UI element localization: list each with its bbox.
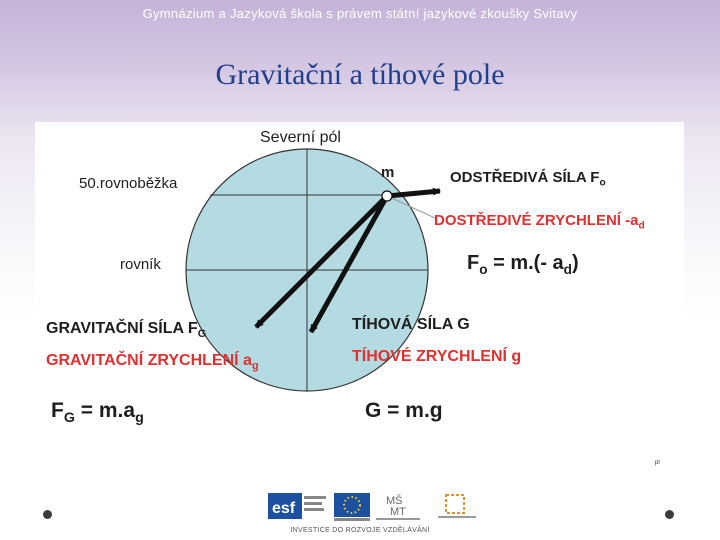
north-pole-label: Severní pól	[260, 129, 341, 146]
logos-caption: INVESTICE DO ROZVOJE VZDĚLÁVÁNÍ	[290, 527, 430, 534]
weight-force-label: TÍHOVÁ SÍLA G	[352, 316, 470, 333]
slide-title: Gravitační a tíhové pole	[215, 58, 505, 91]
point-m	[382, 191, 392, 201]
school-header: Gymnázium a Jazyková škola s právem státní jazykové zkoušky Svitavy	[142, 6, 578, 21]
earth-force-diagram	[35, 122, 684, 462]
gravity-acc-label: GRAVITAČNÍ ZRYCHLENÍ $a_g$	[46, 352, 259, 372]
gravity-force-label: GRAVITAČNÍ SÍLA $F_G$	[46, 320, 207, 340]
weight-acc-label: TÍHOVÉ ZRYCHLENÍ g	[352, 348, 522, 365]
esf-logo	[268, 493, 326, 519]
svg-text:MT: MT	[390, 506, 406, 518]
op-vk-logo	[438, 495, 476, 518]
weight-formula: G = m.g	[365, 399, 443, 422]
centrifugal-formula: $F_o = m.(-$ $a_d$)	[467, 252, 579, 277]
centrifugal-force-label: ODSTŘEDIVÁ SÍLA $F_o$	[450, 169, 606, 189]
eu-funding-logos	[268, 490, 480, 526]
left-bullet-dot	[43, 510, 52, 519]
equator-label: rovník	[120, 256, 161, 273]
right-bullet-dot	[665, 510, 674, 519]
parallel-label: 50.rovnoběžka	[79, 175, 178, 192]
point-m-label: m	[381, 164, 395, 181]
corner-marker: pl	[655, 460, 660, 466]
svg-text:esf: esf	[272, 500, 296, 517]
svg-text:MŠ: MŠ	[386, 495, 403, 507]
gravity-formula: $F_G = m.a_g$	[51, 399, 144, 426]
eu-flag-logo	[334, 493, 370, 521]
msmt-logo	[376, 494, 420, 520]
centripetal-acc-label: DOSTŘEDIVÉ ZRYCHLENÍ $-a_d$	[434, 212, 645, 232]
